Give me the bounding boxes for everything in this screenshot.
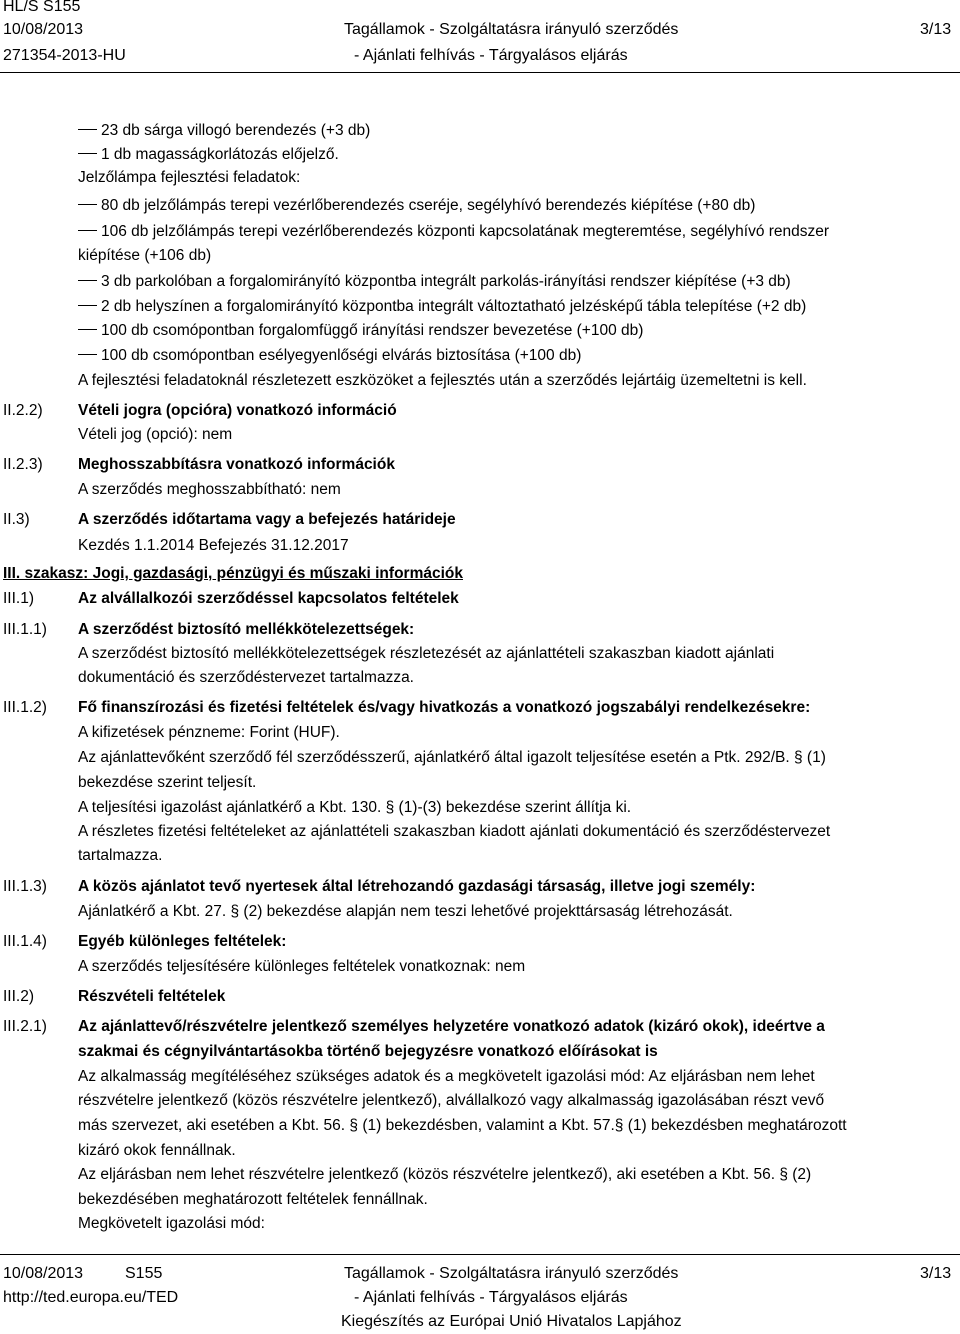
list-item: 23 db sárga villogó berendezés (+3 db) xyxy=(78,121,370,141)
section-title-ii-3: A szerződés időtartama vagy a befejezés határideje xyxy=(78,511,456,528)
dash-icon xyxy=(78,329,97,330)
header-title-line1: Tagállamok - Szolgáltatásra irányuló szerződés xyxy=(344,21,679,38)
dev-intro: Jelzőlámpa fejlesztési feladatok: xyxy=(78,169,301,186)
section-text: A teljesítési igazolást ajánlatkérő a Kbt. 130. § (1)-(3) bekezdése szerint állítja ki. xyxy=(78,799,632,816)
footer-url[interactable]: http://ted.europa.eu/TED xyxy=(3,1289,179,1306)
section-text: bekezdése szerint teljesít. xyxy=(78,774,257,791)
section-text: kizáró okok fennállnak. xyxy=(78,1142,236,1159)
section-text: A szerződés teljesítésére különleges feltételek vonatkoznak: nem xyxy=(78,958,526,975)
section-text-ii-3: Kezdés 1.1.2014 Befejezés 31.12.2017 xyxy=(78,537,349,554)
dev-note: A fejlesztési feladatoknál részletezett eszközöket a fejlesztés után a szerződés lejártáig üzemeltetni is kell. xyxy=(78,372,807,389)
section-text: Ajánlatkérő a Kbt. 27. § (2) bekezdése alapján nem teszi lehetővé projekttársaság létrehozását. xyxy=(78,903,733,920)
footer-divider xyxy=(0,1254,960,1255)
section-label-ii-2-3: II.2.3) xyxy=(3,456,43,473)
list-item-continued: kiépítése (+106 db) xyxy=(78,247,212,264)
header-code: HL/S S155 xyxy=(3,0,81,15)
page-header xyxy=(0,0,960,70)
section-label-iii-1-4: III.1.4) xyxy=(3,933,47,950)
section-text: tartalmazza. xyxy=(78,847,163,864)
section-text: bekezdésében meghatározott feltételek fennállnak. xyxy=(78,1191,428,1208)
section-heading-iii: III. szakasz: Jogi, gazdasági, pénzügyi és műszaki információk xyxy=(3,565,463,582)
list-item: 2 db helyszínen a forgalomirányító központba integrált változtatható jelzésképű tábla telepítése (+2 db) xyxy=(78,297,806,317)
section-text: más szervezet, aki esetében a Kbt. 56. § (1) bekezdésben, valamint a Kbt. 57.§ (1) bekezdésben meghatározott xyxy=(78,1117,847,1134)
dash-icon xyxy=(78,305,97,306)
section-title-iii-1-2: Fő finanszírozási és fizetési feltételek és/vagy hivatkozás a vonatkozó jogszabályi rendelkezésekre: xyxy=(78,699,811,716)
header-page-number: 3/13 xyxy=(920,21,952,38)
section-label-iii-1-2: III.1.2) xyxy=(3,699,47,716)
section-text: részvételre jelentkező (közös részvételre jelentkező), alvállalkozó vagy alkalmasság igazolásában részt vevő xyxy=(78,1092,825,1109)
section-label-ii-3: II.3) xyxy=(3,511,30,528)
section-label-iii-2: III.2) xyxy=(3,988,35,1005)
list-item: 3 db parkolóban a forgalomirányító központba integrált parkolás-irányítási rendszer kiépítése (+3 db) xyxy=(78,272,791,292)
section-title-iii-2-1: Az ajánlattevő/részvételre jelentkező személyes helyzetére vonatkozó adatok (kizáró okok), ideértve a xyxy=(78,1018,825,1035)
section-title-iii-2-1-cont: szakmai és cégnyilvántartásokba történő bejegyzésre vonatkozó előírásokat is xyxy=(78,1043,658,1060)
list-item: 1 db magasságkorlátozás előjelző. xyxy=(78,145,339,165)
dash-icon xyxy=(78,354,97,355)
section-text: Megkövetelt igazolási mód: xyxy=(78,1215,265,1232)
section-title-iii-1-1: A szerződést biztosító mellékkötelezettségek: xyxy=(78,621,415,638)
section-text: Az ajánlattevőként szerződő fél szerződésszerű, ajánlatkérő által igazolt teljesítése esetén a Ptk. 292/B. § (1) xyxy=(78,749,826,766)
dash-icon xyxy=(78,230,97,231)
section-title-ii-2-2: Vételi jogra (opcióra) vonatkozó információ xyxy=(78,402,397,419)
section-label-iii-1-1: III.1.1) xyxy=(3,621,47,638)
section-text: Az alkalmasság megítéléséhez szükséges adatok és a megkövetelt igazolási mód: Az eljárásban nem lehet xyxy=(78,1068,815,1085)
section-title-iii-1-4: Egyéb különleges feltételek: xyxy=(78,933,287,950)
dash-icon xyxy=(78,204,97,205)
section-label-ii-2-2: II.2.2) xyxy=(3,402,43,419)
footer-code: S155 xyxy=(125,1265,163,1282)
footer-page-number: 3/13 xyxy=(920,1265,952,1282)
section-title-ii-2-3: Meghosszabbításra vonatkozó információk xyxy=(78,456,395,473)
list-item: 100 db csomópontban forgalomfüggő irányítási rendszer bevezetése (+100 db) xyxy=(78,321,643,341)
section-title-iii-2: Részvételi feltételek xyxy=(78,988,226,1005)
section-text: A szerződést biztosító mellékkötelezettségek részletezését az ajánlattételi szakaszban kiadott ajánlati xyxy=(78,645,775,662)
section-text-ii-2-3: A szerződés meghosszabbítható: nem xyxy=(78,481,341,498)
header-date: 10/08/2013 xyxy=(3,21,84,38)
section-text: Az eljárásban nem lehet részvételre jelentkező (közös részvételre jelentkező), aki esetében a Kbt. 56. § (2) xyxy=(78,1166,812,1183)
list-item: 80 db jelzőlámpás terepi vezérlőberendezés cseréje, segélyhívó berendezés kiépítése (+80 db) xyxy=(78,196,755,216)
header-doc-id: 271354-2013-HU xyxy=(3,47,126,64)
list-item: 100 db csomópontban esélyegyenlőségi elvárás biztosítása (+100 db) xyxy=(78,346,581,366)
footer-title-line3: Kiegészítés az Európai Unió Hivatalos Lapjához xyxy=(341,1313,682,1330)
section-label-iii-2-1: III.2.1) xyxy=(3,1018,47,1035)
header-divider xyxy=(0,72,960,73)
section-title-iii-1: Az alvállalkozói szerződéssel kapcsolatos feltételek xyxy=(78,590,459,607)
footer-title-line2: - Ajánlati felhívás - Tárgyalásos eljárás xyxy=(354,1289,628,1306)
section-text: dokumentáció és szerződéstervezet tartalmazza. xyxy=(78,669,414,686)
footer-date: 10/08/2013 xyxy=(3,1265,84,1282)
section-label-iii-1-3: III.1.3) xyxy=(3,878,47,895)
section-title-iii-1-3: A közös ajánlatot tevő nyertesek által létrehozandó gazdasági társaság, illetve jogi személy: xyxy=(78,878,756,895)
section-label-iii-1: III.1) xyxy=(3,590,35,607)
section-text-ii-2-2: Vételi jog (opció): nem xyxy=(78,426,233,443)
dash-icon xyxy=(78,129,97,130)
dash-icon xyxy=(78,153,97,154)
footer-title-line1: Tagállamok - Szolgáltatásra irányuló szerződés xyxy=(344,1265,679,1282)
section-text: A kifizetések pénzneme: Forint (HUF). xyxy=(78,724,340,741)
section-text: A részletes fizetési feltételeket az ajánlattételi szakaszban kiadott ajánlati dokumentáció és szerződéstervezet xyxy=(78,823,831,840)
header-title-line2: - Ajánlati felhívás - Tárgyalásos eljárás xyxy=(354,47,628,64)
list-item: 106 db jelzőlámpás terepi vezérlőberendezés központi kapcsolatának megteremtése, segélyhívó rendszer xyxy=(78,222,829,242)
dash-icon xyxy=(78,280,97,281)
